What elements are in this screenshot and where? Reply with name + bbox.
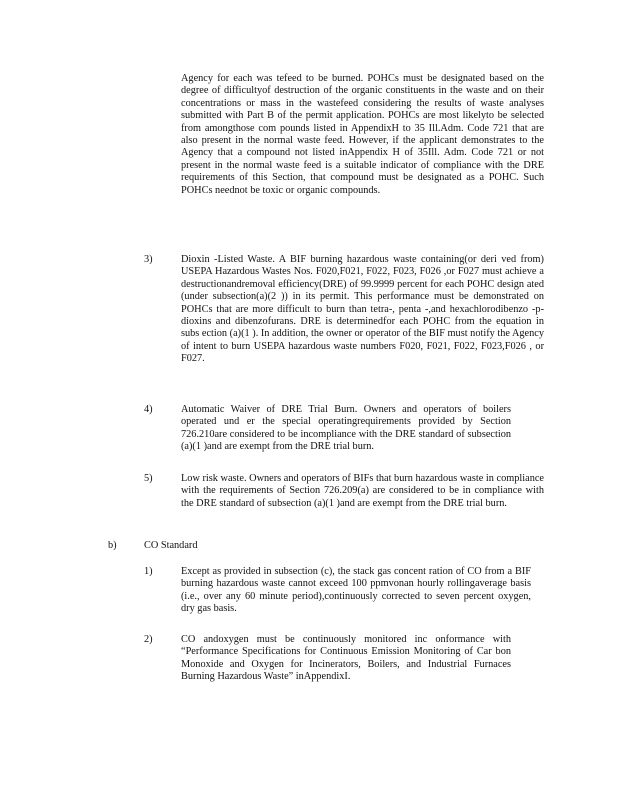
section-b-title: CO Standard: [144, 540, 198, 551]
item-4-label: 4): [144, 404, 153, 415]
section-b-item-2-paragraph: CO andoxygen must be continuously monitored inc onformance with “Performance Specifications for Continuous Emission Monitoring of Car bon Monoxide and Oxygen for Incinerators, Boilers, and Industrial Furnaces Burning Hazardous Waste” inAppendixI.: [181, 634, 511, 683]
intro-paragraph: Agency for each was tefeed to be burned. POHCs must be designated based on the degree of difficultyof destruction of the organic constituents in the waste and on their concentrations or mass in the wastefeed considering the results of waste analyses submitted with Part B of the permit application. POHCs are most likelyto be selected from amongthose com pounds listed in AppendixH to 35 Ill.Adm. Code 721 that are also present in the normal waste feed. However, if the applicant demonstrates to the Agency that a compound not listed inAppendix H of 35Ill. Adm. Code 721 or not present in the normal waste feed is a suitable indicator of compliance with the DRE requirements of this Section, that compound must be designated as a POHC. Such POHCs neednot be toxic or organic compounds.: [181, 73, 544, 196]
item-5-label: 5): [144, 473, 153, 484]
section-b-item-2-label: 2): [144, 634, 153, 645]
section-b-label: b): [108, 540, 117, 551]
section-b-item-1-paragraph: Except as provided in subsection (c), the stack gas concent ration of CO from a BIF burning hazardous waste cannot exceed 100 ppmvonan hourly rollingaverage basis (i.e., over any 60 minute period),continuously corrected to seven percent oxygen, dry gas basis.: [181, 566, 531, 615]
item-4-paragraph: Automatic Waiver of DRE Trial Burn. Owners and operators of boilers operated und er the special operatingrequirements provided by Section 726.210are considered to be incompliance with the DRE standard of subsection (a)(1 )and are exempt from the DRE trial burn.: [181, 404, 511, 453]
item-3-label: 3): [144, 254, 153, 265]
item-5-paragraph: Low risk waste. Owners and operators of BIFs that burn hazardous waste in compliance with the requirements of Section 726.209(a) are considered to be in compliance with the DRE standard of subsection (a)(1 )and are exempt from the DRE trial burn.: [181, 473, 544, 509]
item-3-paragraph: Dioxin -Listed Waste. A BIF burning hazardous waste containing(or deri ved from) USEPA Hazardous Wastes Nos. F020,F021, F022, F023, F026 ,or F027 must achieve a destructionandremoval efficiency(DRE) of 99.9999 percent for each POHC design ated (under subsection(a)(2 )) in its permit. This performance must be demonstrated on POHCs that are more difficult to burn than tetra-, penta -,and hexachlorodibenzo -p- dioxins and dibenzofurans. DRE is determinedfor each POHC from the equation in subs ection (a)(1 ). In addition, the owner or operator of the BIF must notify the Agency of intent to burn USEPA hazardous waste numbers F020, F021, F022, F023,F026 , or F027.: [181, 254, 544, 365]
section-b-item-1-label: 1): [144, 566, 153, 577]
